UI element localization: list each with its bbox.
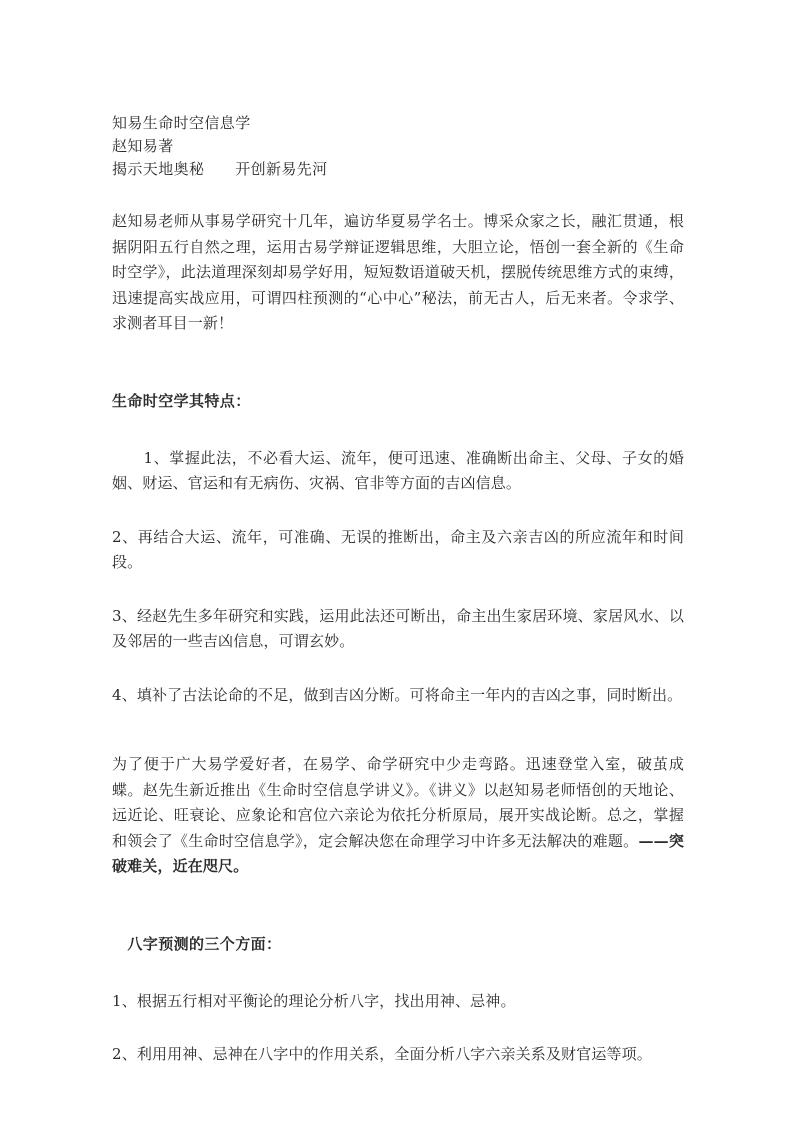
- spacer-after-header: [112, 181, 684, 209]
- document-content: [112, 112, 684, 1068]
- intro-paragraph: 赵知易老师从事易学研究十几年，遍访华夏易学名士。博采众家之长，融汇贯通，根据阴阳五行自然之理，运用古易学辩证逻辑思维，大胆立论，悟创一套全新的《生命时空学》，此法道理深刻却易学好用，短短数语道破天机，摆脱传统思维方式的束缚，迅速提高实战应用，可谓四柱预测的“心中心”秘法，前无古人，后无来者。令求学、求测者耳目一新！: [112, 212, 684, 332]
- spacer-after-intro: [112, 337, 684, 389]
- feature-item-4: 4、填补了古法论命的不足，做到吉凶分断。可将命主一年内的吉凶之事，同时断出。: [112, 685, 683, 704]
- feature-item-3: 3、经赵先生多年研究和实践，运用此法还可断出，命主出生家居环境、家居风水、以及邻居的一些吉凶信息，可谓玄妙。: [112, 606, 684, 650]
- spacer-before-lecture: [112, 708, 684, 752]
- lecture-paragraph-body: 为了便于广大易学爱好者，在易学、命学研究中少走弯路。迅速登堂入室，破茧成蝶。赵先生新近推出《生命时空信息学讲义》。《讲义》以赵知易老师悟创的天地论、远近论、旺衰论、应象论和宫位六亲论为依托分析原局，展开实战论断。总之，掌握和领会了《生命时空信息学》，定会解决您在命理学习中许多无法解决的难题。: [112, 755, 684, 850]
- document-title: 知易生命时空信息学: [112, 114, 251, 132]
- lecture-paragraph: [112, 752, 684, 880]
- spacer-feature-3: [112, 655, 684, 683]
- lecture-paragraph-emphasis: ——突破难关，近在咫尺。: [112, 831, 684, 875]
- bazi-item-1: 1、根据五行相对平衡论的理论分析八字，找出用神、忌神。: [112, 991, 516, 1010]
- spacer-feature-1: [112, 497, 684, 525]
- feature-item-2: 2、再结合大运、流年，可准确、无误的推断出，命主及六亲吉凶的所应流年和时间段。: [112, 527, 684, 571]
- features-heading: 生命时空学其特点：: [112, 391, 251, 410]
- feature-item-1: 1、掌握此法，不必看大运、流年，便可迅速、准确断出命主、父母、子女的婚姻、财运、官运和有无病伤、灾祸、官非等方面的吉凶信息。: [112, 448, 684, 492]
- spacer-after-bazi-heading: [112, 957, 684, 989]
- spacer-after-features-heading: [112, 414, 684, 446]
- spacer-bazi-1: [112, 1014, 684, 1042]
- spacer-feature-2: [112, 576, 684, 604]
- bazi-item-2: 2、利用用神、忌神在八字中的作用关系，全面分析八字六亲关系及财官运等项。: [112, 1045, 652, 1063]
- bazi-heading: 八字预测的三个方面：: [112, 934, 282, 953]
- document-author: 赵知易著: [112, 137, 174, 155]
- spacer-after-lecture: [112, 880, 684, 932]
- document-tagline: 揭示天地奥秘 开创新易先河: [112, 160, 328, 178]
